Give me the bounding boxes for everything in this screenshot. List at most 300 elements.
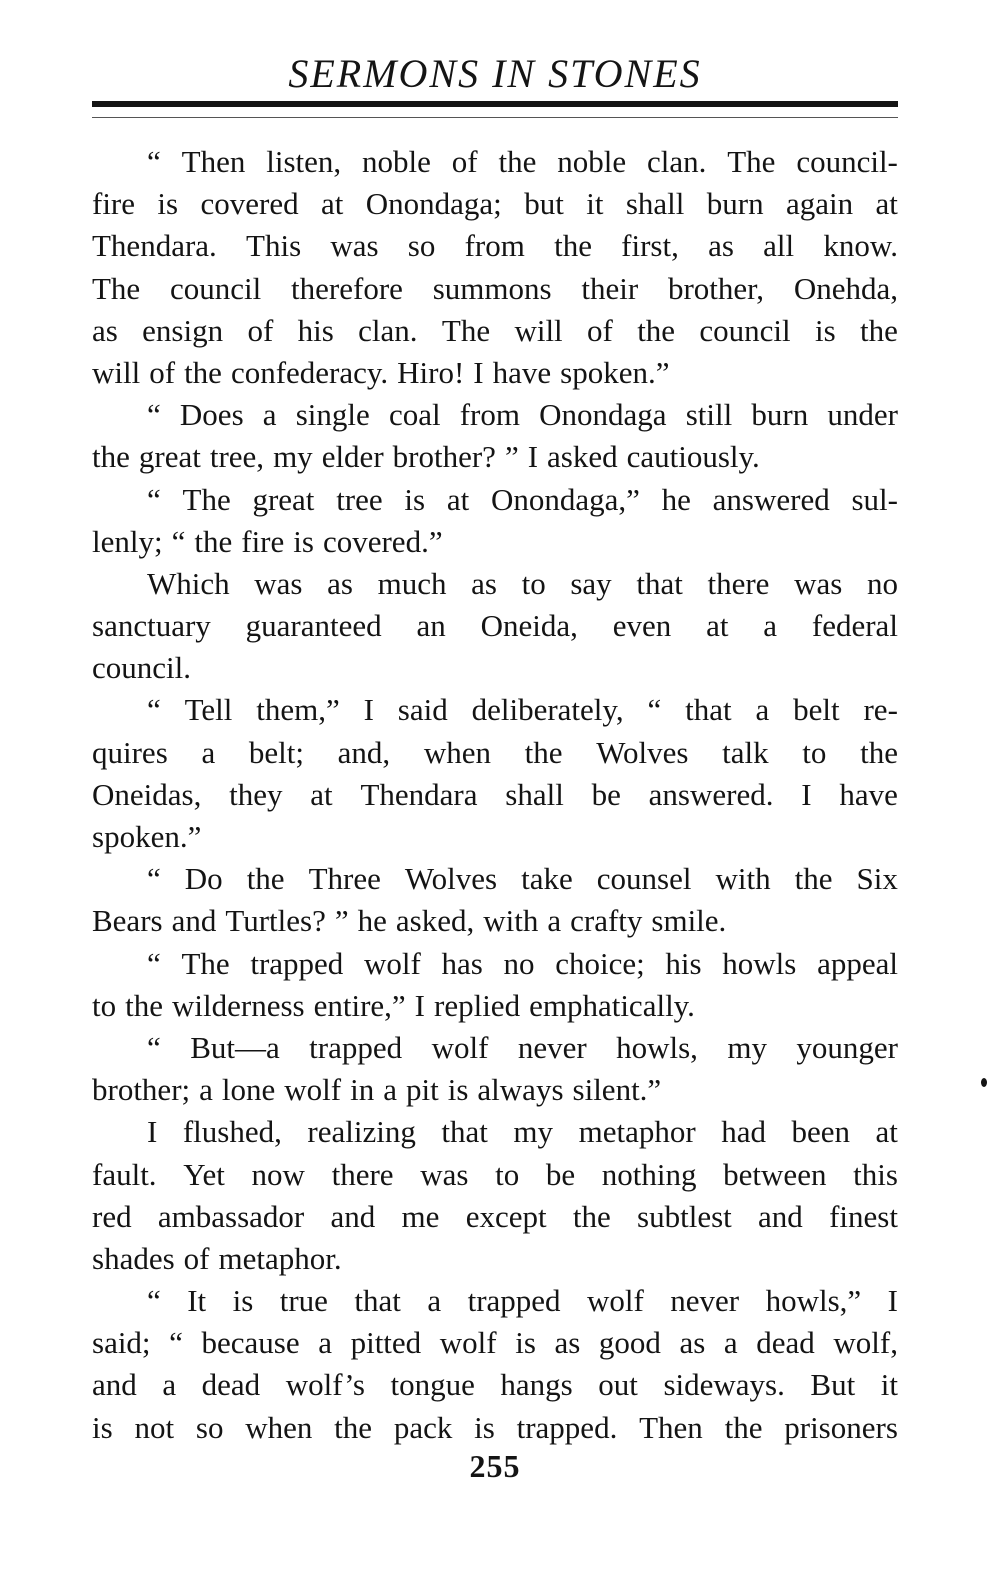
word: answered. [648,776,774,812]
text-line [92,268,898,310]
word: lenly; [92,523,163,559]
word: to [495,1156,520,1192]
word: elder [321,439,384,475]
word: noble [362,144,431,179]
word: the [794,861,833,897]
word: noble [557,144,627,179]
word: their [581,270,639,306]
word: red [92,1198,132,1234]
word: Bears [92,903,163,939]
word: federal [811,608,898,644]
word: had [721,1114,766,1150]
word: I [527,439,539,475]
word: between [723,1156,827,1192]
word: great [252,481,315,517]
word: re- [863,692,898,728]
word: ambassador [157,1198,305,1234]
word: choice; [555,945,645,981]
word: have [839,776,898,812]
text-line [92,985,898,1027]
word: a [755,692,770,728]
word: wolf [364,945,421,981]
word: Hiro! [397,354,465,390]
word: sideways. [663,1367,785,1403]
word: from [464,228,525,264]
word: at [706,608,729,644]
word: “ [147,692,161,728]
word: under [827,397,898,433]
word: spoken.” [560,354,670,390]
word: deliberately, [471,692,624,728]
word: and [171,903,217,939]
header-rule-thick [92,101,898,107]
word: that [685,692,732,728]
word: is [404,481,426,517]
word: trapped [250,945,344,981]
word: hangs [500,1367,573,1403]
word: The [92,270,141,306]
word: been [791,1114,851,1150]
word: will [92,354,141,390]
word: take [521,861,573,897]
word: fire [92,186,136,222]
word: I [414,987,425,1023]
word: council- [796,144,898,179]
word: pitted [350,1325,422,1361]
word: great [138,439,201,475]
word: ” [334,903,349,939]
word: nothing [601,1156,697,1192]
word: at [310,776,333,812]
text-line [92,943,898,985]
word: I [473,354,484,390]
text-line [92,689,898,731]
word: the [334,1409,373,1445]
word: all [763,228,795,264]
word: shades [92,1240,175,1276]
word: there [331,1156,394,1192]
word: the [92,439,130,475]
word: But—a [190,1029,280,1065]
word: counsel [596,861,692,897]
word: cautiously. [626,439,760,475]
word: was [330,228,379,264]
word: with [483,903,539,939]
word: sanctuary [92,608,211,644]
word: is [474,1409,495,1445]
word: was [794,565,843,601]
word: a [723,1325,738,1361]
word: his [297,312,334,348]
word: because [201,1325,300,1361]
word: still [685,397,733,433]
text-line [92,436,898,478]
word: wolf, [833,1325,898,1361]
word: wolf [439,1325,497,1361]
text-line [92,352,898,394]
word: of [587,312,613,348]
word: metaphor. [218,1240,342,1276]
word: quires [92,734,168,770]
word: brother? [392,439,496,475]
word: it [586,186,604,222]
word: is [232,1283,254,1319]
word: and [758,1198,803,1234]
word: The [441,312,491,348]
word: lone [221,1072,276,1108]
word: have [492,354,552,390]
word: Onondaga; [365,186,502,222]
word: Oneidas, [92,776,202,812]
word: as [471,565,497,601]
word: crafty [570,903,643,939]
word: as [554,1325,581,1361]
word: “ [147,481,161,517]
word: now [251,1156,305,1192]
word: is [92,1409,113,1445]
word: “ [169,1325,183,1361]
word: when [245,1409,313,1445]
word: prisoners [784,1409,898,1445]
word: brother; [92,1072,191,1108]
word: so [407,228,436,264]
word: even [612,608,672,644]
text-line [92,225,898,267]
word: dead [756,1325,815,1361]
word: at [875,186,898,222]
word: so [195,1409,224,1445]
word: to [92,987,117,1023]
word: of [149,354,176,390]
word: an [416,608,446,644]
word: is [293,523,314,559]
word: Thendara. [92,228,217,264]
word: a [201,734,216,770]
word: I [363,692,374,728]
text-line [92,310,898,352]
word: tongue [390,1367,475,1403]
word: “ [147,1029,161,1065]
text-line [92,1111,898,1153]
word: will [514,312,563,348]
word: howls, [616,1029,698,1065]
word: tree [336,481,383,517]
word: is [815,312,836,348]
word: again [786,186,854,222]
word: and [92,1367,137,1403]
word: Which [147,565,230,601]
word: Three [308,861,381,897]
word: shall [505,776,564,812]
word: is [447,1072,469,1108]
word: not [134,1409,175,1445]
word: the [194,523,233,559]
word: “ [147,144,161,179]
word: “ [647,692,662,728]
word: always [477,1072,564,1108]
word: a [199,1072,213,1108]
word: realizing [307,1114,416,1150]
word: council [170,270,262,306]
word: a [383,1072,397,1108]
word: my [727,1029,767,1065]
word: sul- [851,481,898,517]
word: “ [147,861,161,897]
word: pack [393,1409,453,1445]
word: trapped. [516,1409,618,1445]
text-line [92,1322,898,1364]
word: therefore [291,270,403,306]
word: summons [432,270,552,306]
word: his [665,945,702,981]
text-line [92,1196,898,1238]
word: listen, [266,144,342,179]
word: It [187,1283,207,1319]
text-line [92,394,898,436]
word: out [598,1367,638,1403]
word: that [636,565,683,601]
word: the [498,144,537,179]
word: ” [504,439,519,475]
word: no [866,565,898,601]
word: this [853,1156,898,1192]
word: council [699,312,791,348]
text-line [92,647,898,689]
word: to [521,565,546,601]
word: Tell [184,692,233,728]
word: said; [92,1325,151,1361]
word: finest [829,1198,898,1234]
word: smile. [651,903,727,939]
word: he [357,903,387,939]
text-line [92,605,898,647]
word: wolf [431,1029,489,1065]
word: single [295,397,370,433]
word: trapped [309,1029,403,1065]
word: as [327,565,353,601]
word: the [860,734,898,770]
word: my [513,1114,554,1150]
word: asked, [395,903,475,939]
word: belt; [248,734,304,770]
word: howls [722,945,797,981]
word: tree, [209,439,265,475]
word: from [459,397,520,433]
word: they [229,776,283,812]
word: Wolves [596,734,689,770]
word: fire [241,523,285,559]
text-line [92,183,898,225]
word: as [708,228,734,264]
word: I [147,1114,158,1150]
word: is [157,186,179,222]
word: dead [201,1367,261,1403]
word: when [423,734,491,770]
word: he [661,481,691,517]
word: my [273,439,313,475]
word: with [715,861,771,897]
word: in [350,1072,375,1108]
page-number: 255 [469,1448,521,1484]
text-line [92,1027,898,1069]
body-text [92,141,898,1449]
word: entire,” [313,987,406,1023]
word: This [246,228,302,264]
word: but [524,186,564,222]
word: a [427,1283,442,1319]
word: talk [722,734,769,770]
word: that [354,1283,401,1319]
word: I [887,1283,898,1319]
word: at [446,481,470,517]
word: a [547,903,562,939]
word: spoken.” [92,819,202,854]
text-line [92,521,898,563]
word: good [598,1325,661,1361]
word: But [810,1367,856,1403]
word: me [401,1198,440,1234]
word: of [247,312,274,348]
word: said [397,692,448,728]
word: brother, [667,270,765,306]
word: Six [856,861,898,897]
running-title: SERMONS IN STONES [288,51,702,96]
text-line [92,1364,898,1406]
word: wolf [284,1072,342,1108]
word: council. [92,650,191,686]
word: Then [639,1409,703,1445]
word: true [279,1283,328,1319]
word: “ [147,1283,161,1319]
word: be [591,776,621,812]
text-line [92,1280,898,1322]
word: The [181,945,230,981]
word: Thendara [360,776,478,812]
word: the [184,354,222,390]
word: Onehda, [793,270,898,306]
text-line [92,1238,898,1280]
word: the [554,228,592,264]
word: much [377,565,447,601]
text-line [92,858,898,900]
word: the [572,1198,611,1234]
word: has [441,945,483,981]
word: and [330,1198,376,1234]
word: never [670,1283,740,1319]
word: burn [751,397,809,433]
word: The [182,481,231,517]
text-line [92,563,898,605]
word: Does [179,397,244,433]
word: and, [337,734,391,770]
word: clan. [646,144,707,179]
word: The [727,144,776,179]
word: guaranteed [245,608,382,644]
word: I [801,776,812,812]
word: appeal [817,945,898,981]
word: it [880,1367,898,1403]
word: the [637,312,676,348]
word: Onondaga [539,397,667,433]
word: metaphor [578,1114,696,1150]
word: ensign [142,312,224,348]
word: a [162,1367,177,1403]
word: Then [181,144,246,179]
word: there [707,565,770,601]
word: Yet [183,1156,225,1192]
word: asked [547,439,618,475]
word: subtlest [637,1198,732,1234]
word: them,” [256,692,340,728]
word: Do [184,861,223,897]
word: clan. [358,312,418,348]
word: flushed, [182,1114,282,1150]
word: younger [796,1029,898,1065]
header-rule-thin [92,117,898,118]
word: the [724,1409,763,1445]
word: “ [147,945,161,981]
text-line [92,900,898,942]
word: Onondaga,” [490,481,640,517]
text-line [92,816,898,858]
word: wolf’s [285,1367,365,1403]
word: coal [388,397,441,433]
text-line [92,1069,898,1111]
text-line [92,1154,898,1196]
word: that [441,1114,488,1150]
word: howls,” [765,1283,862,1319]
word: the [860,312,898,348]
word: answered [712,481,830,517]
word: Turtles? [225,903,326,939]
word: was [254,565,303,601]
word: of [451,144,478,179]
word: Wolves [404,861,498,897]
word: covered [200,186,299,222]
word: the [125,987,163,1023]
word: know. [823,228,898,264]
word: a [318,1325,332,1361]
word: as [92,312,118,348]
word: confederacy. [230,354,389,390]
word: be [545,1156,576,1192]
word: is [515,1325,536,1361]
word: of [183,1240,210,1276]
word: say [570,565,612,601]
text-line [92,732,898,774]
word: except [465,1198,547,1234]
word: wilderness [172,987,305,1023]
text-line [92,1407,898,1449]
text-line [92,141,898,183]
word: was [420,1156,469,1192]
word: shall [625,186,685,222]
word: emphatically. [529,987,695,1023]
word: Oneida, [480,608,578,644]
word: pit [406,1072,439,1108]
word: fault. [92,1156,157,1192]
word: “ [147,397,161,433]
word: a [262,397,277,433]
word: at [875,1114,898,1150]
word: silent.” [572,1072,662,1108]
word: the [524,734,563,770]
word: belt [793,692,840,728]
word: the [246,861,285,897]
word: “ [171,523,186,559]
word: trapped [467,1283,561,1319]
word: first, [621,228,679,264]
